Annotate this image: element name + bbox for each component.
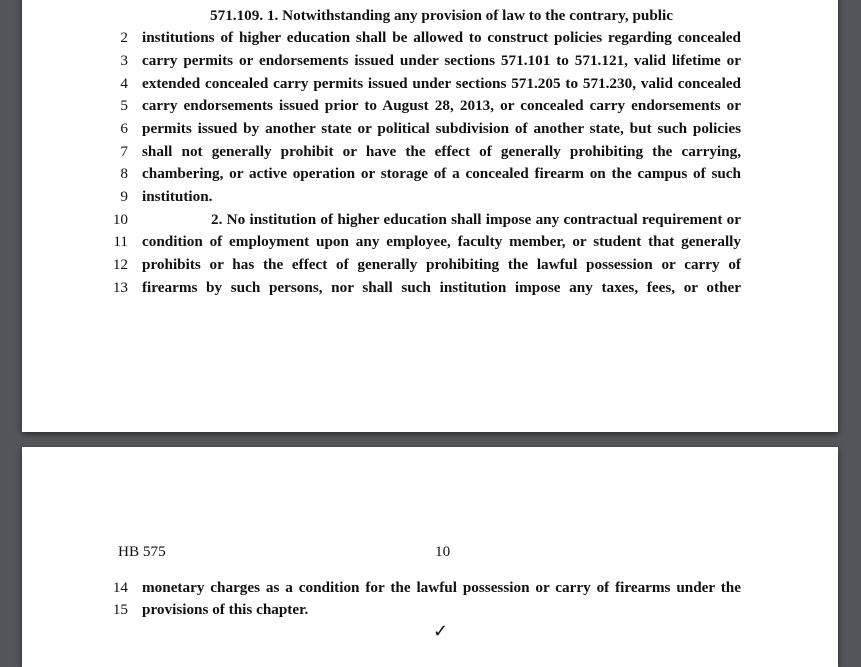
line-text: extended concealed carry permits issued under sections 571.205 to 571.230, valid concealed	[142, 75, 741, 92]
line-text: 2. No institution of higher education shall impose any contractual requirement or	[211, 211, 741, 228]
line-number: 4	[120, 75, 128, 92]
bill-identifier: HB 575	[118, 543, 166, 560]
line-number: 5	[120, 97, 128, 114]
line-text: monetary charges as a condition for the lawful possession or carry of firearms under the	[142, 579, 741, 596]
line-number: 10	[112, 211, 128, 228]
text-line	[22, 577, 838, 599]
line-number: 13	[112, 279, 128, 296]
text-line	[22, 118, 838, 140]
line-text: shall not generally prohibit or have the effect of generally prohibiting the carrying,	[142, 143, 741, 160]
document-page-2	[22, 447, 838, 667]
text-line	[22, 254, 838, 276]
line-number: 14	[112, 579, 128, 596]
line-number: 9	[120, 188, 128, 205]
text-line	[22, 209, 838, 231]
text-line	[22, 50, 838, 72]
text-line	[22, 73, 838, 95]
text-line	[22, 95, 838, 117]
line-text: carry endorsements issued prior to August 28, 2013, or concealed carry endorsements or	[142, 97, 741, 114]
line-text: firearms by such persons, nor shall such institution impose any taxes, fees, or other	[142, 279, 741, 296]
line-number: 6	[120, 120, 128, 137]
line-number: 15	[112, 601, 128, 618]
text-line	[22, 186, 838, 208]
line-text: condition of employment upon any employee, faculty member, or student that generally	[142, 233, 741, 250]
line-text: prohibits or has the effect of generally prohibiting the lawful possession or carry of	[142, 256, 741, 273]
document-page-1	[22, 0, 838, 432]
text-line	[22, 163, 838, 185]
line-text: chambering, or active operation or storage of a concealed firearm on the campus of such	[142, 165, 741, 182]
line-text: carry permits or endorsements issued under sections 571.101 to 571.121, valid lifetime or	[142, 52, 741, 69]
text-line	[22, 277, 838, 299]
text-line	[22, 141, 838, 163]
line-number: 2	[120, 29, 128, 46]
line-number: 7	[120, 143, 128, 160]
line-number: 11	[113, 233, 128, 250]
line-text: institution.	[142, 188, 213, 205]
text-line	[22, 27, 838, 49]
line-number: 8	[120, 165, 128, 182]
line-text: permits issued by another state or political subdivision of another state, but such policies	[142, 120, 741, 137]
page-number: 10	[435, 543, 451, 560]
line-text: provisions of this chapter.	[142, 601, 309, 618]
text-line	[22, 5, 838, 27]
text-line	[22, 231, 838, 253]
line-number: 3	[120, 52, 128, 69]
line-text: institutions of higher education shall be allowed to construct policies regarding concealed	[142, 29, 741, 46]
text-line	[22, 599, 838, 621]
section-heading-line: 571.109. 1. Notwithstanding any provision of law to the contrary, public	[210, 7, 673, 24]
line-number: 12	[112, 256, 128, 273]
checkmark-icon: ✓	[433, 621, 449, 641]
